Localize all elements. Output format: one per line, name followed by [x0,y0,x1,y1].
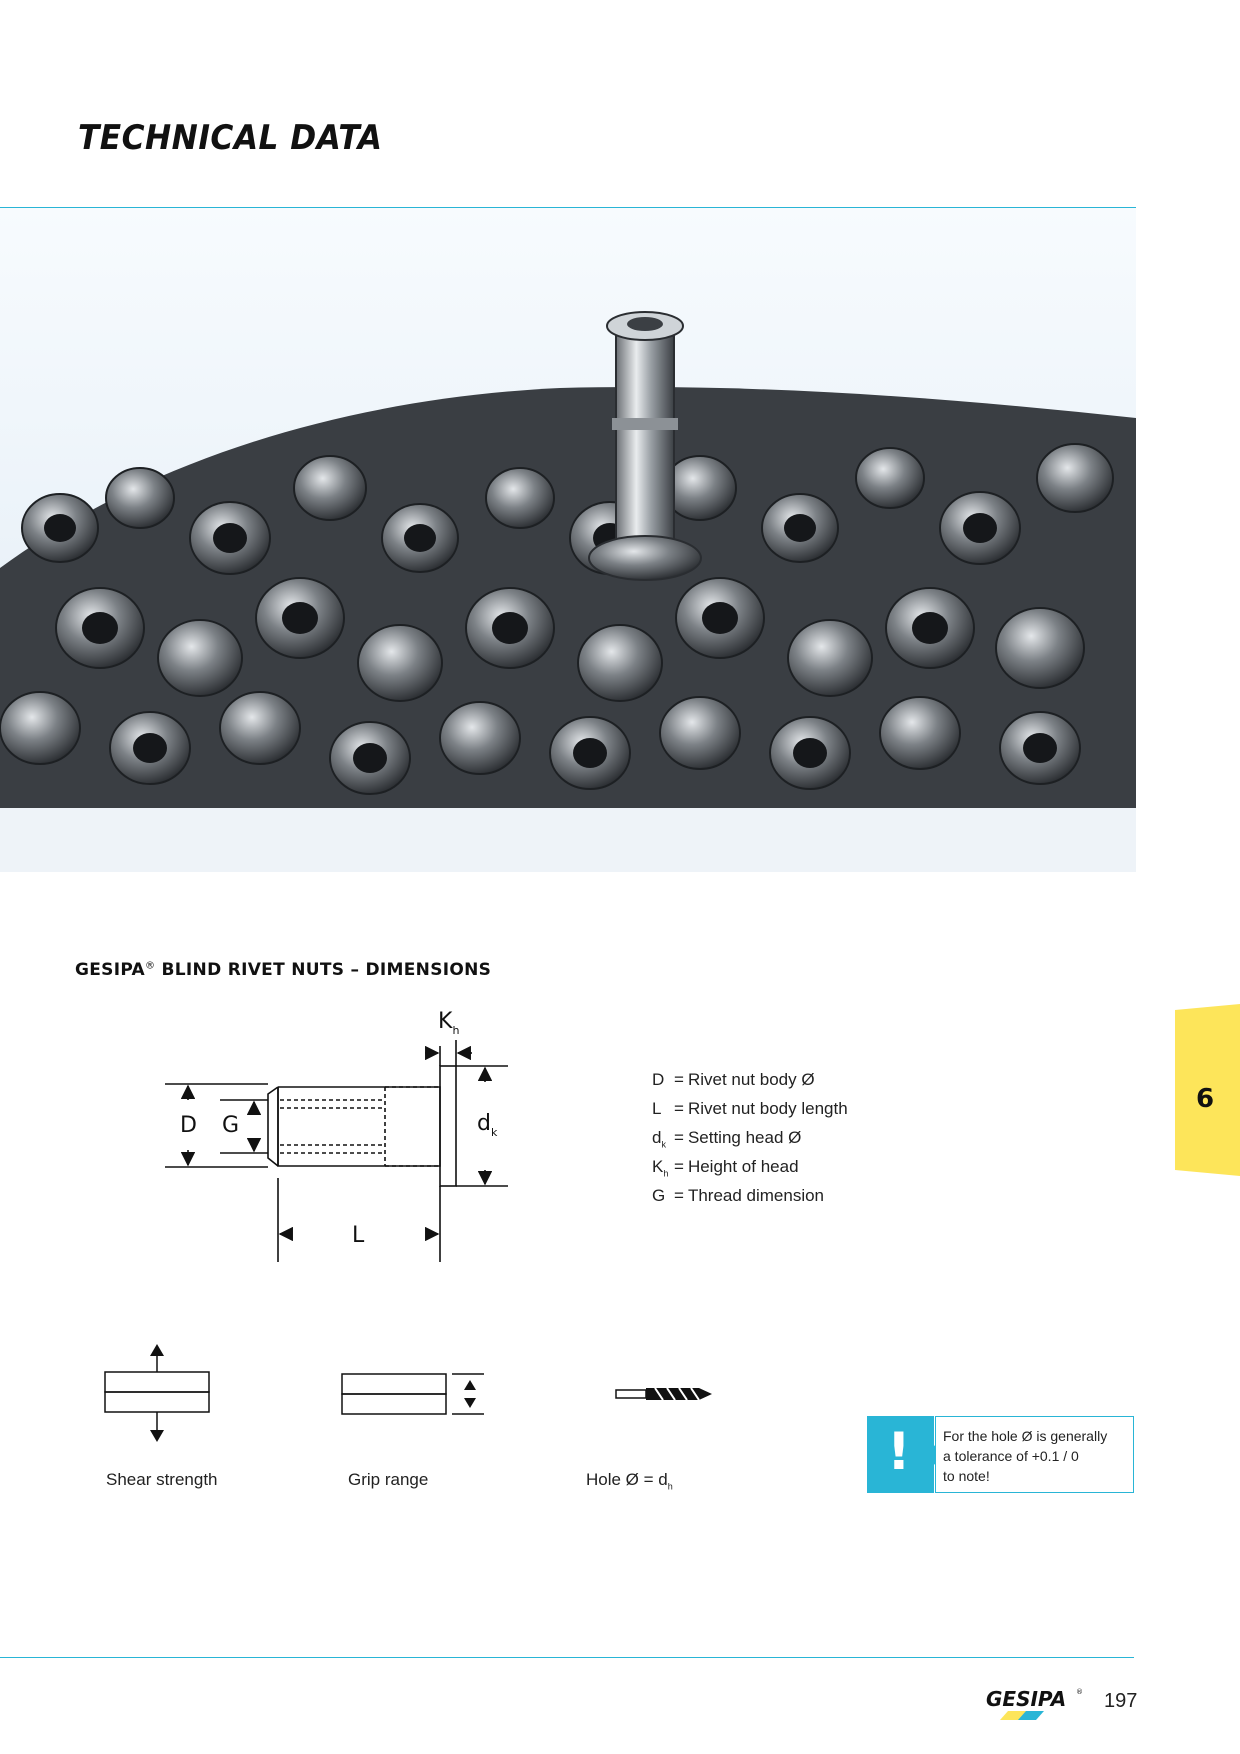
legend-row-d: D = Rivet nut body Ø [652,1070,815,1089]
legend-row-dk: $d_k$ = Setting head Ø [652,1128,802,1150]
shear-strength-icon [103,1344,211,1448]
svg-text:GESIPA: GESIPA [986,1687,1067,1711]
label-kh: $K_h$ [438,1009,460,1037]
gesipa-logo [986,1686,1081,1720]
label-dk: $d_k$ [477,1111,498,1139]
label-l-length: L [352,1223,365,1248]
page-number: 197 [1104,1690,1138,1712]
dimension-diagram [150,1000,530,1270]
hole-diameter-label: Hole Ø = $d_h$ [586,1470,673,1492]
note-text-box [935,1416,1134,1493]
legend [652,1070,848,1215]
label-g-thread: G [222,1113,240,1138]
note-text: For the hole Ø is generally a tolerance of +0.1 / 0 to note! [943,1428,1108,1484]
section-heading: GESIPA® BLIND RIVET NUTS – DIMENSIONS [75,960,492,980]
hero-photo [0,208,1136,872]
legend-row-kh: $K_h$ = Height of head [652,1157,799,1179]
shear-strength-label: Shear strength [106,1470,218,1489]
grip-range-icon [340,1372,488,1416]
page-title: TECHNICAL DATA [78,118,383,158]
chapter-number: 6 [1196,1084,1215,1114]
legend-row-g: G = Thread dimension [652,1186,825,1205]
footer-rule [0,1657,1134,1658]
label-d-outer: D [180,1113,197,1138]
legend-row-l: L = Rivet nut body length [652,1099,848,1118]
grip-range-label: Grip range [348,1470,429,1489]
tolerance-note [867,1416,1134,1493]
exclamation-icon: ! [887,1422,911,1482]
svg-text:®: ® [1076,1688,1083,1696]
drill-bit-icon [615,1386,713,1402]
